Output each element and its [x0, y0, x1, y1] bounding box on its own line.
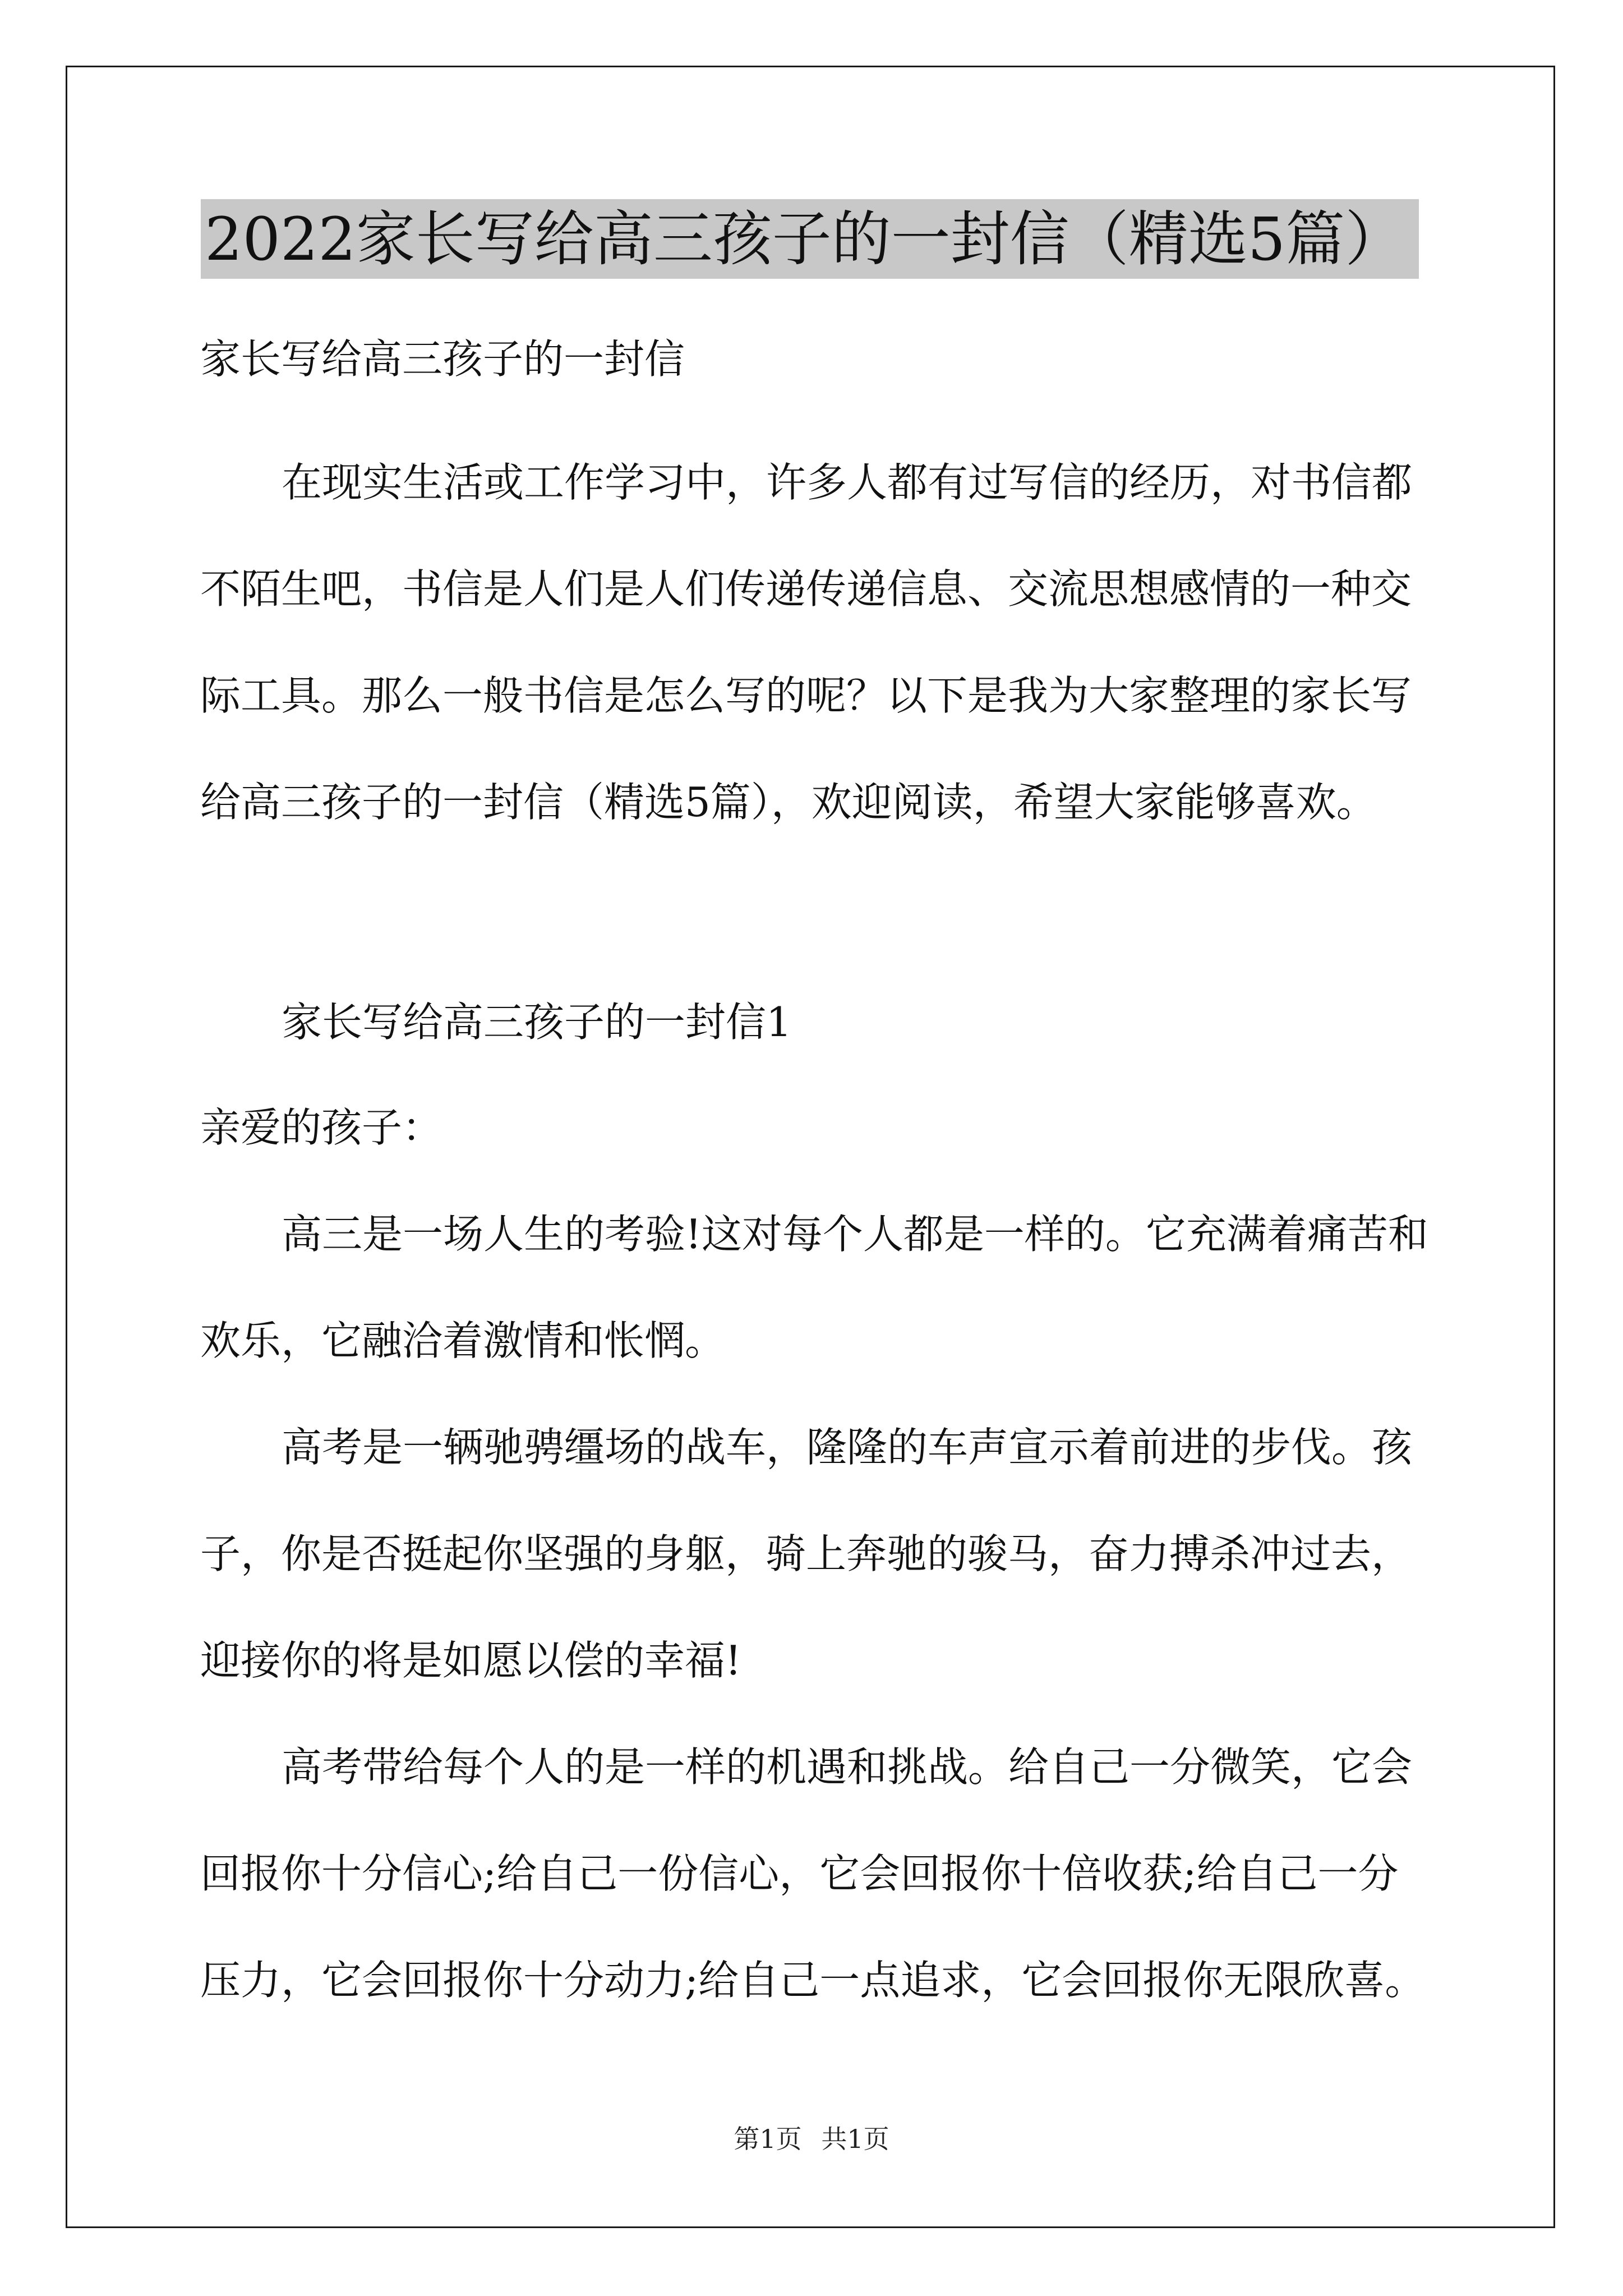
page-total: 共1页 — [821, 2124, 889, 2154]
paragraph-line: 压力，它会回报你十分动力;给自己一点追求，它会回报你无限欣喜。 — [200, 1957, 1426, 2004]
paragraph-line: 迎接你的将是如愿以偿的幸福! — [200, 1637, 741, 1684]
paragraph-line: 高考是一辆驰骋缰场的战车，隆隆的车声宣示着前进的步伐。孩 — [282, 1424, 1413, 1471]
paragraph-line: 欢乐，它融洽着激情和怅惘。 — [200, 1317, 726, 1364]
salutation: 亲爱的孩子： — [200, 1104, 443, 1151]
page-footer — [0, 2122, 1623, 2156]
paragraph-line: 回报你十分信心;给自己一份信心，它会回报你十倍收获;给自己一分 — [200, 1850, 1399, 1897]
paragraph-line: 子，你是否挺起你坚强的身躯，骑上奔驰的骏马，奋力搏杀冲过去， — [200, 1530, 1412, 1577]
document-title: 2022家长写给高三孩子的一封信（精选5篇） — [205, 205, 1405, 274]
paragraph-line: 不陌生吧，书信是人们是人们传递传递信息、交流思想感情的一种交 — [200, 565, 1412, 613]
paragraph-line: 在现实生活或工作学习中，许多人都有过写信的经历，对书信都 — [282, 459, 1413, 506]
paragraph-line: 给高三孩子的一封信（精选5篇），欢迎阅读，希望大家能够喜欢。 — [200, 779, 1377, 826]
subtitle: 家长写给高三孩子的一封信 — [200, 335, 685, 383]
paragraph-line: 高考带给每个人的是一样的机遇和挑战。给自己一分微笑，它会 — [282, 1743, 1413, 1791]
paragraph-line: 高三是一场人生的考验!这对每个人都是一样的。它充满着痛苦和 — [282, 1211, 1428, 1258]
page-number: 第1页 — [734, 2124, 802, 2154]
section-heading: 家长写给高三孩子的一封信1 — [282, 999, 792, 1046]
paragraph-line: 际工具。那么一般书信是怎么写的呢？以下是我为大家整理的家长写 — [200, 672, 1412, 719]
